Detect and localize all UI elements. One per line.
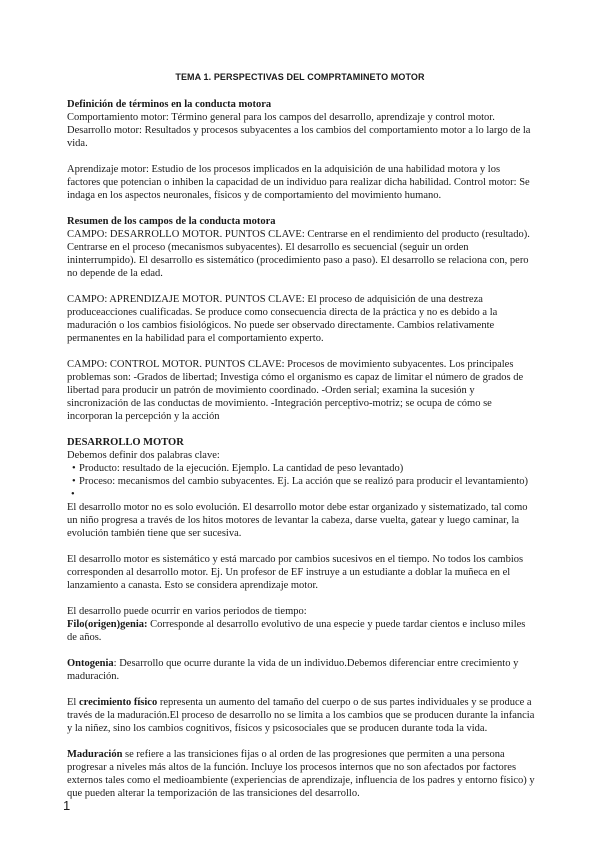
paragraph-campo-desarrollo: CAMPO: DESARROLLO MOTOR. PUNTOS CLAVE: Centrarse en el rendimiento del producto (resultado). Centrarse en el proceso (mecanismos subyacentes). El desarrollo es secuencial (seguir un orden ininterrumpido). El desarrollo es sistemático (procedimiento paso a paso). El desarrollo se relaciona con, pero no depende de la edad. bbox=[67, 229, 530, 279]
term-filogenia: Filo(origen)genia: bbox=[67, 619, 148, 630]
paragraph-comportamiento-motor: Comportamiento motor: Término general para los campos del desarrollo, aprendizaje y control motor. Desarrollo motor: Resultados y procesos subyacentes a los cambios del comportamiento motor a lo largo de la vida. bbox=[67, 112, 531, 149]
paragraph-definir-palabras: Debemos definir dos palabras clave: bbox=[67, 450, 220, 461]
paragraph-aprendizaje-motor: Aprendizaje motor: Estudio de los procesos implicados en la adquisición de una habilidad motora y los factores que potencian o inhiben la capacidad de un individuo para realizar dicha habilidad. Control motor: Se indaga en los aspectos neuronales, físicos y de comportamiento del movimiento humano. bbox=[67, 164, 530, 201]
paragraph-campo-control: CAMPO: CONTROL MOTOR. PUNTOS CLAVE: Procesos de movimiento subyacentes. Los principales problemas son: -Grados de libertad; Investiga cómo el organismo es capaz de limitar el número de grados de libertad para producir un patrón de movimiento coordinado. -Orden serial; examina la sucesión y sincronización de las conductas de movimiento. -Integración perceptivo-motriz; se ocupa de cómo se incorporan la percepción y la acción bbox=[67, 359, 524, 422]
page-number: 1 bbox=[63, 798, 71, 813]
list-item: • Producto: resultado de la ejecución. Ejemplo. La cantidad de peso levantado) bbox=[79, 462, 535, 475]
section-heading-desarrollo-motor: DESARROLLO MOTOR bbox=[67, 437, 184, 448]
paragraph-maduracion bbox=[67, 748, 535, 800]
term-ontogenia: Ontogenia bbox=[67, 658, 114, 669]
definitions-list bbox=[67, 462, 535, 488]
paragraph-filogenia bbox=[67, 618, 535, 644]
text-maduracion: se refiere a las transiciones fijas o al orden de las progresiones que permiten a una persona progresar a niveles más altos de la función. Incluye los procesos internos que no son afectados por factores externos tales como el medioambiente (experiencias de aprendizaje, influencia de los padres y entorno físico) y que pueden alterar la temporización de las transiciones del desarrollo. bbox=[67, 749, 535, 799]
section-heading-definiciones: Definición de términos en la conducta motora bbox=[67, 99, 272, 110]
list-item: • Proceso: mecanismos del cambio subyacentes. Ej. La acción que se realizó para producir el levantamiento) bbox=[79, 475, 535, 488]
text-ontogenia: : Desarrollo que ocurre durante la vida de un individuo.Debemos diferenciar entre crecimiento y maduración. bbox=[67, 658, 519, 682]
document-body bbox=[67, 98, 535, 800]
text-crecimiento-pre: El bbox=[67, 697, 79, 708]
paragraph-sistematico: El desarrollo motor es sistemático y está marcado por cambios sucesivos en el tiempo. No todos los cambios corresponden al desarrollo motor. Ej. Un profesor de EF instruye a un estudiante a doblar la muñeca en el lanzamiento a canasta. Esto se considera aprendizaje motor. bbox=[67, 554, 524, 591]
paragraph-periodos: El desarrollo puede ocurrir en varios periodos de tiempo: bbox=[67, 606, 307, 617]
paragraph-campo-aprendizaje: CAMPO: APRENDIZAJE MOTOR. PUNTOS CLAVE: El proceso de adquisición de una destreza produceacciones cualificadas. Se produce como consecuencia directa de la práctica y no es debido a la maduración o los cambios fisiológicos. No puede ser observado directamente. Cambios relativamente permanentes en la habilidad para el comportamiento experto. bbox=[67, 294, 498, 344]
term-crecimiento: crecimiento físico bbox=[78, 697, 158, 708]
document-title: TEMA 1. PERSPECTIVAS DEL COMPRTAMINETO MOTOR bbox=[175, 72, 425, 82]
text-filogenia: Corresponde al desarrollo evolutivo de una especie y puede tardar cientos e incluso miles de años. bbox=[67, 619, 526, 643]
text-crecimiento: representa un aumento del tamaño del cuerpo o de sus partes individuales y se produce a través de la maduración.El proceso de desarrollo no se limita a los cambios que se producen durante la infancia y la niñez, sino los cambios cognitivos, físicos y psicosociales que se producen durante toda la vida. bbox=[67, 697, 535, 734]
term-maduracion: Maduración bbox=[67, 749, 123, 760]
paragraph-ontogenia bbox=[67, 657, 535, 683]
paragraph-no-solo-evolucion: El desarrollo motor no es solo evolución. El desarrollo motor debe estar organizado y sistematizado, tal como un niño progresa a través de los hitos motores de levantar la cabeza, darse vuelta, gatear y luego caminar, la evolución también tiene que ser sucesiva. bbox=[67, 502, 528, 539]
section-heading-resumen: Resumen de los campos de la conducta motora bbox=[67, 216, 276, 227]
paragraph-crecimiento bbox=[67, 696, 535, 735]
empty-bullet-icon: • bbox=[71, 489, 75, 500]
